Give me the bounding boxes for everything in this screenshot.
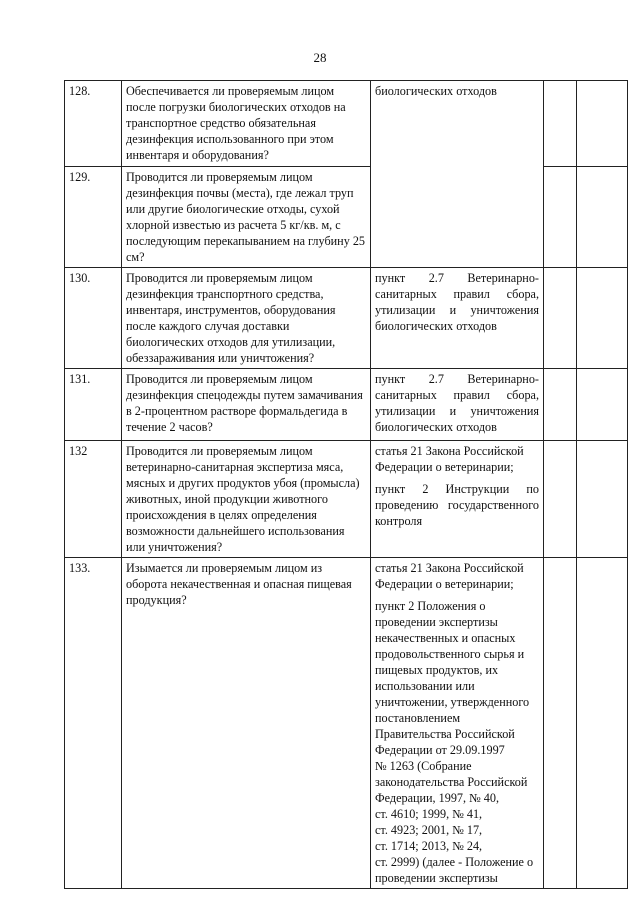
row-number: 133. bbox=[65, 558, 122, 889]
row-number: 128. bbox=[65, 81, 122, 167]
table-row bbox=[65, 167, 628, 268]
reference-cell bbox=[371, 441, 544, 558]
mark-cell bbox=[544, 441, 577, 558]
row-number: 129. bbox=[65, 167, 122, 268]
reference-cell bbox=[371, 558, 544, 889]
mark-cell bbox=[544, 81, 577, 167]
question-cell: Проводится ли проверяемым лицом дезинфекция почвы (места), где лежал труп или другие биологические отходы, сухой хлорной известью из расчета 5 кг/кв. м, с последующим перекапыванием на глубину 25 см? bbox=[122, 167, 371, 268]
table-row bbox=[65, 369, 628, 441]
note-cell bbox=[577, 441, 628, 558]
question-cell: Проводится ли проверяемым лицом дезинфекция спецодежды путем замачивания в 2-процентном растворе формальдегида в течение 2 часов? bbox=[122, 369, 371, 441]
note-cell bbox=[577, 268, 628, 369]
question-cell: Проводится ли проверяемым лицом дезинфекция транспортного средства, инвентаря, инструментов, оборудования после каждого случая доставки биологических отходов для утилизации, обеззараживания или уничтожения? bbox=[122, 268, 371, 369]
note-cell bbox=[577, 167, 628, 268]
question-cell: Изымается ли проверяемым лицом из оборота некачественная и опасная пищевая продукция? bbox=[122, 558, 371, 889]
reference-instruction: пункт 2 Инструкции по проведению государственного контроля bbox=[375, 482, 539, 528]
question-cell: Обеспечивается ли проверяемым лицом после погрузки биологических отходов на транспортное средство обязательная дезинфекция использованного при этом инвентаря и оборудования? bbox=[122, 81, 371, 167]
question-cell: Проводится ли проверяемым лицом ветеринарно-санитарная экспертиза мяса, мясных и других продуктов убоя (промысла) животных, иной продукции животного происхождения в целях определения возможности дальнейшего использования или уничтожения? bbox=[122, 441, 371, 558]
row-number: 131. bbox=[65, 369, 122, 441]
mark-cell bbox=[544, 558, 577, 889]
reference-cell: пункт 2.7 Ветеринарно-санитарных правил сбора, утилизации и уничтожения биологических отходов bbox=[371, 268, 544, 369]
note-cell bbox=[577, 558, 628, 889]
checklist-table bbox=[64, 80, 628, 889]
table-row bbox=[65, 558, 628, 889]
reference-law: статья 21 Закона Российской Федерации о ветеринарии; bbox=[375, 561, 524, 591]
reference-law: статья 21 Закона Российской Федерации о ветеринарии; bbox=[375, 444, 524, 474]
table-row bbox=[65, 441, 628, 558]
reference-cell: пункт 2.7 Ветеринарно-санитарных правил сбора, утилизации и уничтожения биологических отходов bbox=[371, 369, 544, 441]
note-cell bbox=[577, 369, 628, 441]
mark-cell bbox=[544, 369, 577, 441]
reference-cell: биологических отходов bbox=[371, 81, 544, 268]
reference-regulation: пункт 2 Положения о проведении экспертизы некачественных и опасных продовольственного сырья и пищевых продуктов, их использовании или уничтожении, утвержденного постановлением Правительства Российской Федерации от 29.09.1997 № 1263 (Собрание законодательства Российской Федерации, 1997, № 40, ст. 4610; 1999, № 41, ст. 4923; 2001, № 17, ст. 1714; 2013, № 24, ст. 2999) (далее - Положение о проведении экспертизы bbox=[375, 599, 534, 885]
page-number: 28 bbox=[313, 50, 327, 65]
row-number: 130. bbox=[65, 268, 122, 369]
table-row bbox=[65, 81, 628, 167]
mark-cell bbox=[544, 268, 577, 369]
row-number: 132 bbox=[65, 441, 122, 558]
note-cell bbox=[577, 81, 628, 167]
mark-cell bbox=[544, 167, 577, 268]
table-row bbox=[65, 268, 628, 369]
